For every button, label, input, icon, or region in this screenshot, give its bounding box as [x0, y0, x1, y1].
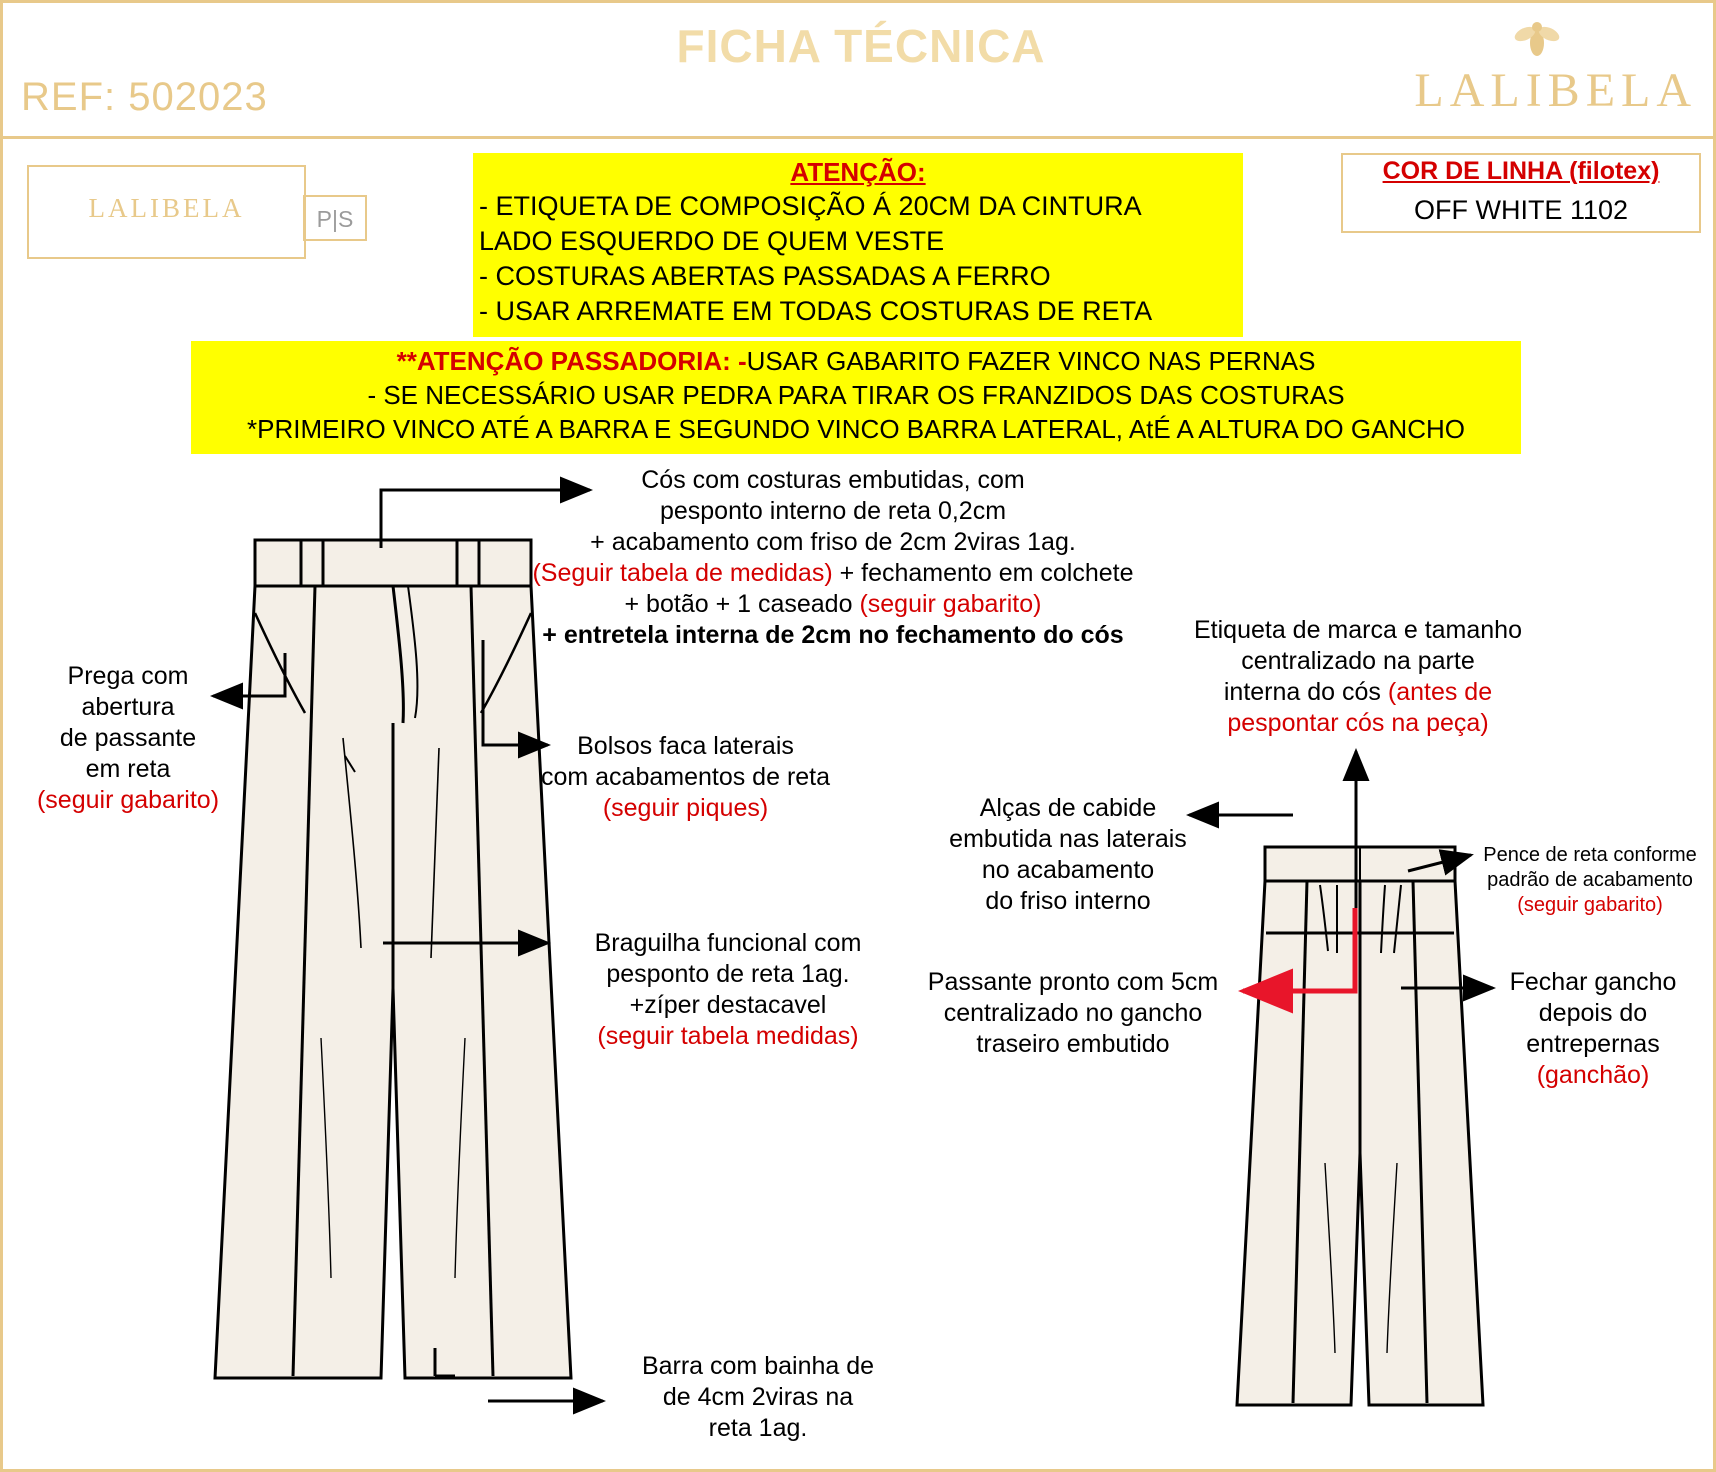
annotation-cos-black: + botão + 1 caseado	[624, 590, 860, 618]
annotation-cos-black: + fechamento em colchete	[832, 559, 1134, 587]
annotation-cos-line: + acabamento com friso de 2cm 2viras 1ag.	[590, 528, 1076, 556]
annotation-pence-red: (seguir gabarito)	[1517, 894, 1663, 916]
annotation-gancho	[1483, 967, 1703, 1091]
annotation-braguilha	[558, 928, 898, 1052]
annotation-prega-line: de passante	[59, 724, 197, 752]
annotation-gancho-red: (ganchão)	[1536, 1061, 1650, 1089]
attention-note-line: LADO ESQUERDO DE QUEM VESTE	[479, 226, 945, 256]
page-title: FICHA TÉCNICA	[676, 20, 1046, 72]
annotation-pence-line: Pence de reta conforme	[1483, 844, 1697, 866]
annotation-barra-line: de 4cm 2viras na	[662, 1383, 854, 1411]
pressing-note-line-3: *PRIMEIRO VINCO ATÉ A BARRA E SEGUNDO VINCO BARRA LATERAL, AtÉ A ALTURA DO GANCHO	[246, 414, 1465, 444]
annotation-passante-line: traseiro embutido	[976, 1030, 1170, 1058]
annotation-etiqueta-line: centralizado na parte	[1241, 647, 1475, 675]
thread-color-title: COR DE LINHA (filotex)	[1382, 157, 1660, 185]
annotation-etiqueta-red: (antes de	[1387, 678, 1493, 706]
annotation-gancho-line: depois do	[1538, 999, 1648, 1027]
annotation-bolsos-red: (seguir piques)	[602, 794, 769, 822]
annotation-cos-red: (Seguir tabela de medidas)	[532, 559, 833, 587]
size-tag-label: P|S	[316, 206, 354, 232]
pressing-note-line-2: - SE NECESSÁRIO USAR PEDRA PARA TIRAR OS FRANZIDOS DAS COSTURAS	[367, 380, 1345, 410]
annotation-cos-line	[513, 589, 1153, 620]
annotation-braguilha-line: +zíper destacavel	[629, 991, 827, 1019]
reference-number: REF: 502023	[21, 75, 268, 119]
annotation-pence	[1470, 843, 1710, 918]
annotation-prega-line: abertura	[81, 693, 175, 721]
annotation-passante-line: Passante pronto com 5cm	[927, 968, 1219, 996]
annotation-etiqueta-line	[1168, 677, 1548, 708]
annotation-bolsos-line: Bolsos faca laterais	[577, 732, 794, 760]
attention-note-line: - COSTURAS ABERTAS PASSADAS A FERRO	[479, 261, 1051, 291]
annotation-gancho-line: Fechar gancho	[1509, 968, 1677, 996]
thread-color-value: OFF WHITE 1102	[1413, 195, 1629, 225]
annotation-passante-line: centralizado no gancho	[943, 999, 1203, 1027]
annotation-etiqueta-red: pespontar cós na peça)	[1227, 709, 1489, 737]
annotation-braguilha-line: Braguilha funcional com	[594, 929, 862, 957]
annotation-gancho-line: entrepernas	[1526, 1030, 1660, 1058]
attention-note-line: - ETIQUETA DE COMPOSIÇÃO Á 20CM DA CINTURA	[479, 191, 1142, 221]
pressing-note-text: USAR GABARITO FAZER VINCO NAS PERNAS	[746, 346, 1316, 376]
annotation-braguilha-line: pesponto de reta 1ag.	[606, 960, 850, 988]
annotation-alcas-line: embutida nas laterais	[949, 825, 1187, 853]
annotation-prega-line: em reta	[85, 755, 171, 783]
logo-box-label: LALIBELA	[88, 193, 245, 223]
annotation-barra-line: Barra com bainha de	[641, 1352, 875, 1380]
annotation-alcas-line: do friso interno	[985, 887, 1151, 915]
brand-wordmark: LALIBELA	[1414, 64, 1697, 117]
annotation-pence-line: padrão de acabamento	[1487, 869, 1693, 891]
annotation-bolsos	[508, 731, 863, 824]
annotation-alcas-line: Alças de cabide	[979, 794, 1157, 822]
annotation-barra-line: reta 1ag.	[708, 1414, 808, 1442]
annotation-braguilha-red: (seguir tabela medidas)	[597, 1022, 859, 1050]
attention-note-title: ATENÇÃO:	[790, 157, 926, 187]
annotation-prega-line: Prega com	[67, 662, 189, 690]
annotation-alcas-line: no acabamento	[981, 856, 1155, 884]
annotation-cos	[513, 465, 1153, 651]
annotation-barra	[598, 1351, 918, 1444]
annotation-cos-red: (seguir gabarito)	[859, 590, 1042, 618]
annotation-etiqueta	[1168, 615, 1548, 739]
annotation-alcas	[948, 793, 1188, 917]
annotation-cos-line: pesponto interno de reta 0,2cm	[659, 497, 1007, 525]
pressing-note-emphasis: **ATENÇÃO PASSADORIA: -	[396, 346, 747, 376]
annotation-cos-line	[513, 558, 1153, 589]
annotation-bolsos-line: com acabamentos de reta	[540, 763, 831, 791]
annotation-prega-red: (seguir gabarito)	[36, 786, 220, 814]
annotation-etiqueta-line: Etiqueta de marca e tamanho	[1194, 616, 1522, 644]
annotation-passante	[908, 967, 1238, 1060]
attention-note-line: - USAR ARREMATE EM TODAS COSTURAS DE RETA	[479, 296, 1153, 326]
annotation-etiqueta-black: interna do cós	[1223, 678, 1388, 706]
annotation-cos-line: + entretela interna de 2cm no fechamento do cós	[542, 621, 1124, 649]
annotation-cos-line: Cós com costuras embutidas, com	[641, 466, 1025, 494]
annotation-prega	[23, 661, 233, 816]
